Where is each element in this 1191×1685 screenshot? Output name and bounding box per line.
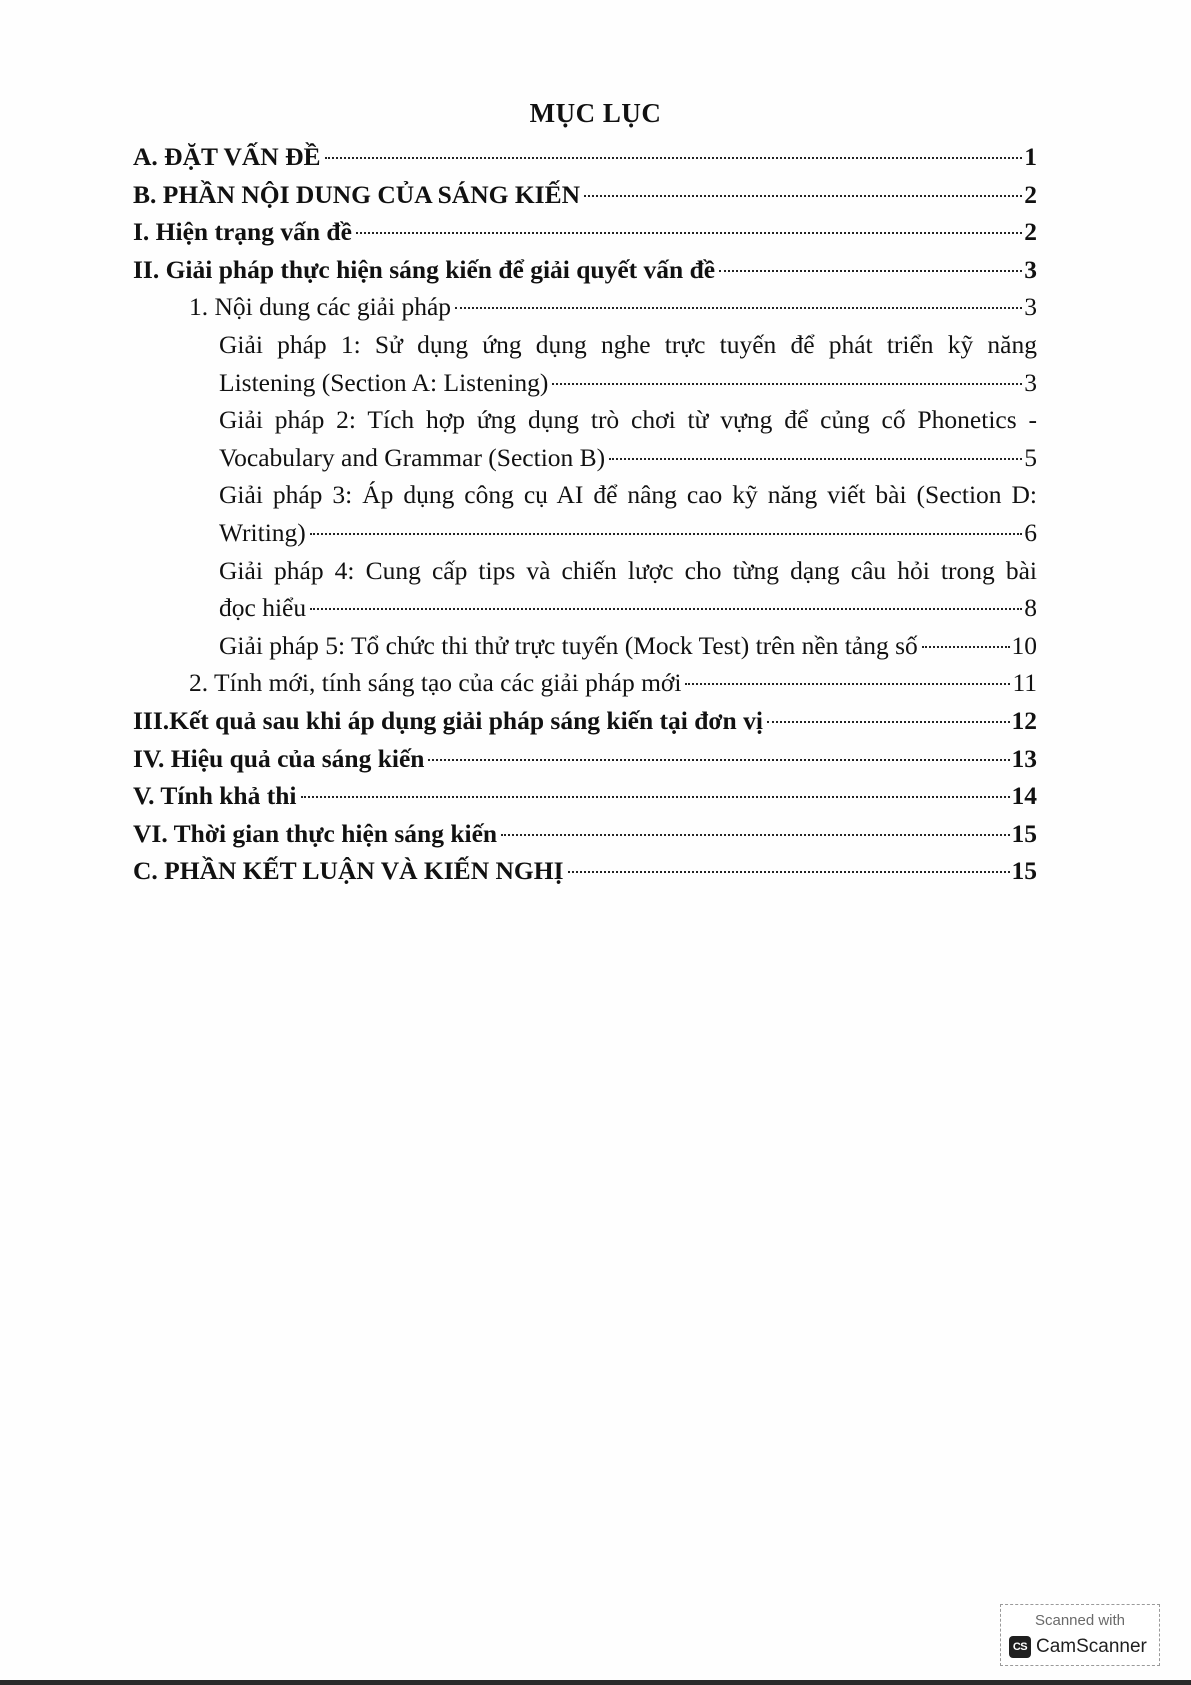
toc-entry-page: 3 [1024,292,1037,322]
toc-entry-iii[interactable] [133,702,1037,740]
toc-entry-label: C. PHẦN KẾT LUẬN VÀ KIẾN NGHỊ [133,856,564,886]
toc-entry-label: VI. Thời gian thực hiện sáng kiến [133,818,498,848]
camscanner-name: CamScanner [1036,1636,1147,1657]
toc-entry-vi[interactable] [133,815,1037,853]
toc-entry-solution-5[interactable] [133,627,1037,665]
toc-entry-ii-2[interactable] [133,664,1037,702]
toc-entry-label: Giải pháp 4: Cung cấp tips và chiến lược cho từng dạng câu hỏi trong bài [219,555,1037,585]
dot-leader [685,683,1010,685]
toc-entry-label: Giải pháp 1: Sử dụng ứng dụng nghe trực tuyến để phát triển kỹ năng [219,329,1037,359]
toc-entry-b[interactable] [133,176,1037,214]
camscanner-brand [1009,1636,1147,1658]
toc-entry-solution-1-line1[interactable] [133,326,1037,364]
toc-entry-page: 15 [1011,856,1037,886]
dot-leader [310,608,1022,610]
dot-leader [552,383,1022,385]
dot-leader [719,270,1022,272]
toc-entry-label: IV. Hiệu quả của sáng kiến [133,743,425,773]
toc-entry-a[interactable] [133,138,1037,176]
toc-entry-i[interactable] [133,213,1037,251]
toc-entry-label: V. Tính khả thi [133,781,297,811]
toc-entry-label: Vocabulary and Grammar (Section B) [219,442,606,472]
toc-entry-page: 15 [1011,818,1037,848]
toc-entry-c[interactable] [133,852,1037,890]
toc-entry-page: 6 [1024,517,1037,547]
toc-entry-label: Giải pháp 2: Tích hợp ứng dụng trò chơi từ vựng để củng cố Phonetics - [219,405,1037,435]
toc-entry-page: 14 [1011,781,1037,811]
toc-entry-solution-3-line1[interactable] [133,476,1037,514]
toc-entry-label: B. PHẦN NỘI DUNG CỦA SÁNG KIẾN [133,179,580,209]
toc-entry-page: 13 [1011,743,1037,773]
camscanner-badge [1000,1604,1160,1666]
toc-entry-label: 1. Nội dung các giải pháp [189,292,452,322]
scanned-with-text: Scanned with [1034,1612,1126,1629]
dot-leader [428,759,1009,761]
toc-entry-solution-3-line2[interactable] [133,514,1037,552]
dot-leader [455,307,1022,309]
toc-entry-solution-4-line1[interactable] [133,552,1037,590]
toc-entry-page: 1 [1024,142,1037,171]
toc-entry-page: 2 [1024,217,1037,247]
toc-entry-page: 3 [1024,367,1037,397]
toc-title: MỤC LỤC [529,98,662,128]
toc-entry-solution-2-line2[interactable] [133,439,1037,477]
dot-leader [767,721,1010,723]
toc-entry-iv[interactable] [133,740,1037,778]
toc-entry-page: 3 [1024,254,1037,284]
toc-entry-ii[interactable] [133,251,1037,289]
dot-leader [301,796,1010,798]
toc-entry-solution-2-line1[interactable] [133,401,1037,439]
toc-entry-label: I. Hiện trạng vấn đề [133,217,352,247]
dot-leader [568,871,1010,873]
toc-entry-label: II. Giải pháp thực hiện sáng kiến để giải quyết vấn đề [133,254,716,284]
toc-entry-page: 10 [1011,630,1037,660]
dot-leader [325,157,1023,159]
scan-bottom-edge [0,1680,1191,1685]
toc-entry-label: Listening (Section A: Listening) [219,367,549,397]
dot-leader [609,458,1022,460]
dot-leader [356,232,1022,234]
toc-entry-v[interactable] [133,777,1037,815]
dot-leader [922,646,1010,648]
dot-leader [310,533,1022,535]
toc-entry-label: Writing) [219,517,306,547]
toc-entry-label: III.Kết quả sau khi áp dụng giải pháp sáng kiến tại đơn vị [133,705,763,735]
camscanner-logo-icon: CS [1009,1636,1031,1658]
toc-entry-label: Giải pháp 5: Tổ chức thi thử trực tuyến (Mock Test) trên nền tảng số [219,630,918,660]
toc-entry-label: Giải pháp 3: Áp dụng công cụ AI để nâng cao kỹ năng viết bài (Section D: [219,480,1037,510]
toc-entry-page: 11 [1012,668,1037,698]
dot-leader [501,834,1009,836]
toc-entry-page: 2 [1024,179,1037,209]
toc-entry-ii-1[interactable] [133,288,1037,326]
dot-leader [584,195,1022,197]
toc-entry-solution-1-line2[interactable] [133,364,1037,402]
toc-entry-label: 2. Tính mới, tính sáng tạo của các giải pháp mới [189,668,682,698]
table-of-contents [133,138,1037,890]
toc-entry-page: 8 [1024,593,1037,623]
toc-entry-page: 5 [1024,442,1037,472]
toc-entry-solution-4-line2[interactable] [133,589,1037,627]
toc-entry-label: đọc hiểu [219,593,307,623]
toc-entry-page: 12 [1011,705,1037,735]
toc-entry-label: A. ĐẶT VẤN ĐỀ [133,142,321,171]
